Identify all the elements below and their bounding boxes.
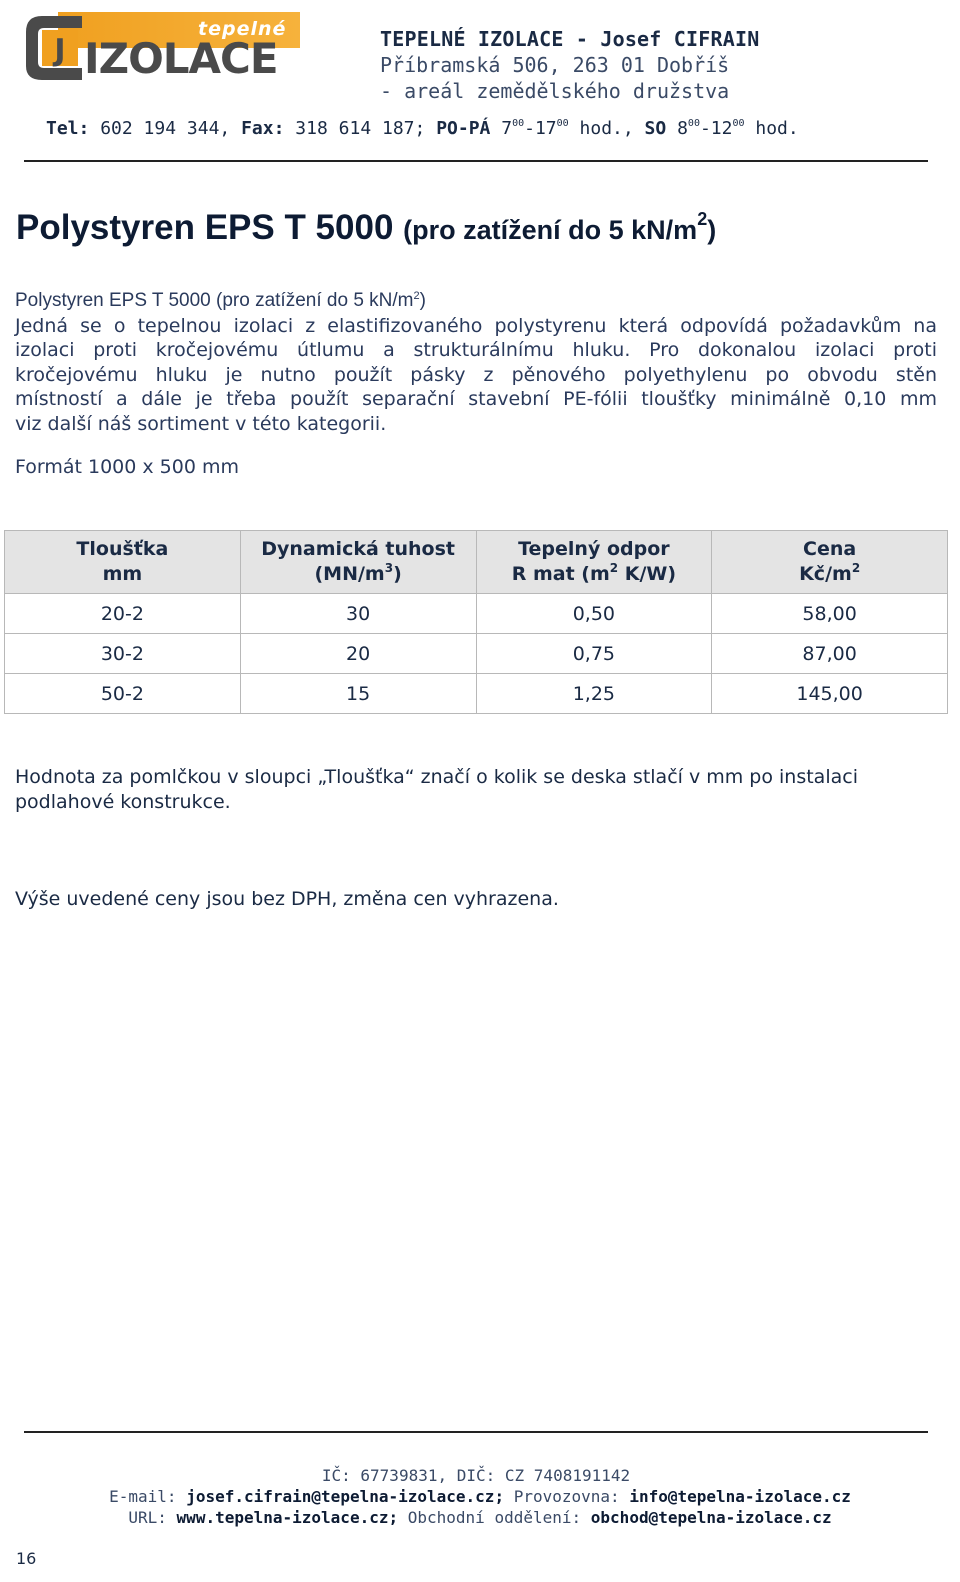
price-note: Výše uvedené ceny jsou bez DPH, změna cen vyhrazena.: [15, 888, 559, 910]
header-resistance-line2: R mat (m: [511, 563, 610, 585]
company-logo: [22, 8, 302, 84]
thickness-note: Hodnota za pomlčkou v sloupci „Tloušťka“ značí o kolik se deska stlačí v mm po instalaci podlahové konstrukce.: [15, 766, 858, 813]
description-line-2: Jedná se o tepelnou izolaci z elastifizovaného polystyrenu která odpovídá požadavkům na: [15, 314, 937, 337]
header-stiffness-sup: 3: [384, 561, 394, 575]
footer-ids: IČ: 67739831, DIČ: CZ 7408191142: [321, 1466, 631, 1485]
spec-table: [4, 530, 948, 714]
header-price-sup: 2: [851, 561, 861, 575]
page-title: [16, 208, 716, 248]
title-sub-end: ): [707, 215, 717, 245]
header-thermal-resistance: [476, 531, 712, 594]
description-line-3: izolaci proti kročejovému útlumu a strukturálnímu hluku. Pro dokonalou izolaci proti: [15, 339, 937, 361]
header-price: [712, 531, 948, 594]
company-name: TEPELNÉ IZOLACE - Josef CIFRAIN: [380, 27, 760, 51]
fax-label: Fax:: [241, 118, 285, 139]
header-price-line1: Cena: [803, 538, 857, 560]
weekday-suffix: hod.,: [579, 118, 634, 139]
description-line-4: kročejovému hluku je nutno použít pásky z pěnového polyethylenu po obvodu stěn: [15, 363, 937, 386]
fax-number: 318 614 187;: [295, 118, 426, 139]
office-email-link[interactable]: info@tepelna-izolace.cz: [629, 1487, 851, 1506]
saturday-suffix: hod.: [755, 118, 799, 139]
cell-thickness: 30-2: [5, 634, 241, 674]
website-link[interactable]: www.tepelna-izolace.cz;: [176, 1508, 399, 1527]
logo-small-text: tepelné: [198, 18, 287, 40]
title-sub-text: (pro zatížení do 5 kN/m: [403, 215, 698, 245]
title-sub: [403, 209, 717, 245]
table-row: [5, 634, 948, 674]
weekday-from: 7: [501, 118, 513, 139]
description-line-5: místností a dále je třeba použít separační stavební PE-fólii tloušťky minimálně 0,10 mm: [15, 388, 937, 410]
description-line-1: [15, 284, 937, 314]
saturday-to: -12: [699, 118, 733, 139]
description-line-1-sup: 2: [413, 290, 420, 302]
address-line-1: Příbramská 506, 263 01 Dobříš: [380, 53, 730, 77]
table-row: [5, 594, 948, 634]
weekday-from-sup: 00: [512, 118, 525, 129]
header-thickness-line1: Tloušťka: [76, 538, 169, 560]
footer-divider: [24, 1431, 928, 1433]
product-description: [15, 284, 937, 436]
saturday-label: SO: [644, 118, 667, 139]
header-resistance-end: K/W): [618, 563, 677, 585]
address-line-2: - areál zemědělského družstva: [380, 79, 730, 103]
contact-line: [46, 118, 799, 139]
saturday-to-sup: 00: [732, 118, 745, 129]
header-thickness: [5, 531, 241, 594]
header-resistance-sup: 2: [609, 561, 619, 575]
header-divider: [24, 160, 928, 162]
table-header-row: [5, 531, 948, 594]
weekday-to-sup: 00: [556, 118, 569, 129]
header-stiffness-end: ): [393, 563, 402, 585]
table-row: [5, 674, 948, 714]
cell-resistance: 0,50: [476, 594, 712, 634]
saturday-from-sup: 00: [687, 118, 700, 129]
cell-stiffness: 15: [240, 674, 476, 714]
header-stiffness-line1: Dynamická tuhost: [261, 538, 455, 560]
header-resistance-line1: Tepelný odpor: [518, 538, 670, 560]
description-line-1-text: Polystyren EPS T 5000 (pro zatížení do 5 kN/m: [15, 290, 414, 311]
weekday-label: PO-PÁ: [436, 118, 491, 139]
cell-thickness: 50-2: [5, 674, 241, 714]
cell-price: 87,00: [712, 634, 948, 674]
title-sub-sup: 2: [697, 209, 708, 229]
title-main: Polystyren EPS T 5000: [16, 208, 394, 247]
sales-email-link[interactable]: obchod@tepelna-izolace.cz: [590, 1508, 832, 1527]
header-dynamic-stiffness: [240, 531, 476, 594]
sales-label: Obchodní oddělení:: [407, 1508, 582, 1527]
cell-price: 58,00: [712, 594, 948, 634]
cell-price: 145,00: [712, 674, 948, 714]
weekday-to: -17: [524, 118, 557, 139]
logo-big-text: IZOLACE: [84, 34, 278, 83]
footer-email-line: [0, 1487, 960, 1506]
footer-url-line: [0, 1508, 960, 1527]
email-link[interactable]: josef.cifrain@tepelna-izolace.cz;: [186, 1487, 505, 1506]
header-thickness-line2: mm: [102, 563, 143, 585]
logo-letter: J: [54, 33, 66, 68]
logo-c-mark: [22, 8, 88, 84]
office-label: Provozovna:: [513, 1487, 620, 1506]
description-line-1-end: ): [419, 290, 426, 311]
url-label: URL:: [128, 1508, 167, 1527]
page-number: 16: [16, 1549, 37, 1568]
cell-resistance: 0,75: [476, 634, 712, 674]
description-line-6: viz další náš sortiment v této kategorii.: [15, 412, 387, 435]
header-price-line2: Kč/m: [799, 563, 852, 585]
saturday-from: 8: [677, 118, 688, 139]
tel-label: Tel:: [46, 118, 90, 139]
email-label: E-mail:: [109, 1487, 177, 1506]
header-stiffness-line2: (MN/m: [314, 563, 385, 585]
cell-stiffness: 20: [240, 634, 476, 674]
cell-thickness: 20-2: [5, 594, 241, 634]
cell-stiffness: 30: [240, 594, 476, 634]
format-text: Formát 1000 x 500 mm: [15, 456, 239, 478]
tel-number: 602 194 344,: [100, 118, 231, 139]
cell-resistance: 1,25: [476, 674, 712, 714]
